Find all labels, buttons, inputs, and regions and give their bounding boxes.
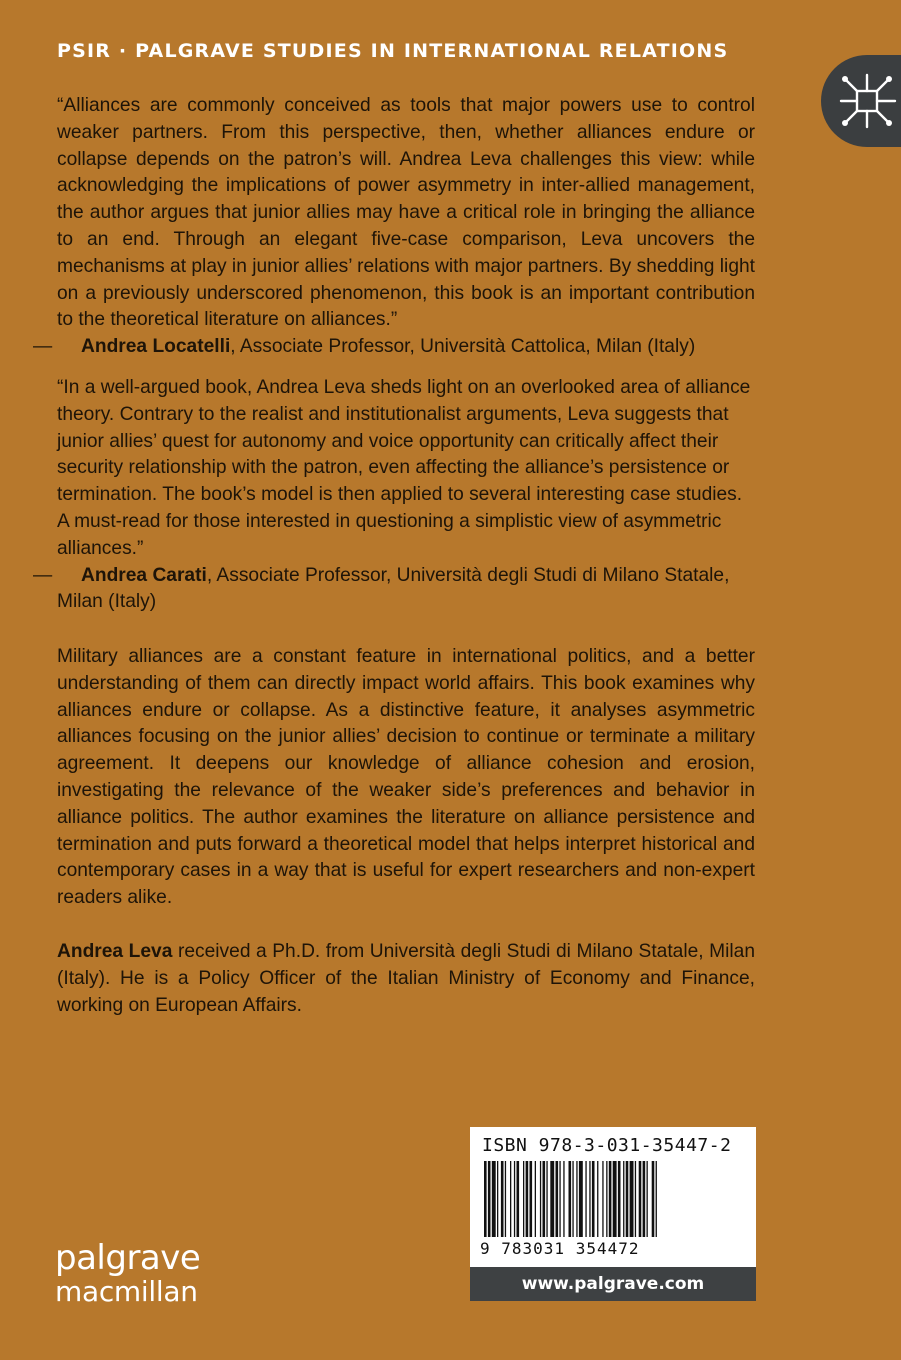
barcode-bar — [647, 1161, 648, 1237]
barcode-bar — [589, 1161, 590, 1237]
barcode-bar — [626, 1161, 629, 1237]
network-node-icon — [835, 69, 901, 133]
description-text: Military alliances are a constant feature in international politics, and a better understanding of them can directly impact world affairs. This book examines why alliances endure or collapse. As a distinctive feature, it analyses asymmetric alliances focusing on the junior allies’ decision to continue or terminate a military agreement. It deepens our knowledge of alliance cohesion and erosion, investigating the relevance of the weaker side’s preferences and behavior in alliance politics. The author examines the literature on alliance persistence and termination and puts forward a theoretical model that helps interpret historical and contemporary cases in a way that is useful for expert researchers and non-expert readers alike. — [57, 646, 755, 909]
barcode-bar — [639, 1161, 642, 1237]
barcode-bar — [535, 1161, 536, 1237]
barcode-bar — [514, 1161, 515, 1237]
barcode-bar — [501, 1161, 504, 1237]
barcode-bar — [523, 1161, 524, 1237]
publisher-logo-line1: palgrave — [55, 1238, 201, 1278]
barcode-bar — [613, 1161, 617, 1237]
barcode-bar — [492, 1161, 496, 1237]
barcode-bar — [609, 1161, 612, 1237]
quote-attribution — [33, 563, 755, 617]
author-bio — [57, 939, 755, 1019]
barcode-bar — [510, 1161, 511, 1237]
barcode-bar — [576, 1161, 577, 1237]
endorsement-quote-1 — [33, 93, 755, 361]
barcode-bar — [606, 1161, 607, 1237]
barcode-bar — [579, 1161, 583, 1237]
em-dash: — — [33, 564, 53, 586]
barcode-bar — [652, 1161, 655, 1237]
barcode-digits: 9 783031 354472 — [480, 1239, 640, 1258]
publisher-logo — [55, 1240, 200, 1308]
barcode-bar — [563, 1161, 564, 1237]
barcode-bar — [602, 1161, 603, 1237]
series-title: PSIR · PALGRAVE STUDIES IN INTERNATIONAL RELATIONS — [57, 40, 729, 62]
barcode-bar — [597, 1161, 598, 1237]
quote-text: “In a well-argued book, Andrea Leva sheds light on an overlooked area of alliance theory. Contrary to the realist and institutionalist arguments, Leva suggests that junior allies’ quest for autonomy and voice opportunity can critically affect their security relationship with the patron, even affecting the alliance’s persistence or termination. The book’s model is then applied to several interesting case studies. A must-read for those interested in questioning a simplistic view of asymmetric alliances.” — [57, 377, 751, 559]
barcode-bar — [530, 1161, 533, 1237]
series-logo-badge — [821, 55, 901, 147]
barcode-bar — [540, 1161, 541, 1237]
barcode-bar — [569, 1161, 572, 1237]
barcode-bar — [497, 1161, 498, 1237]
barcode-bar — [635, 1161, 636, 1237]
endorser-name: Andrea Carati — [81, 564, 207, 586]
quote-attribution — [33, 334, 755, 361]
barcode-bar — [505, 1161, 506, 1237]
barcode-bar — [550, 1161, 554, 1237]
author-name: Andrea Leva — [57, 941, 173, 962]
publisher-url: www.palgrave.com — [470, 1267, 756, 1301]
endorser-affiliation: , Associate Professor, Università Cattolica, Milan (Italy) — [230, 336, 696, 358]
barcode-bar — [585, 1161, 586, 1237]
bio-body: received a Ph.D. from Università degli Studi di Milano Statale, Milan (Italy). He is a Policy Officer of the Italian Ministry of Economy and Finance, working on European Affairs. — [57, 941, 756, 1016]
isbn-barcode-box — [470, 1127, 756, 1301]
barcode-bar — [556, 1161, 559, 1237]
endorser-affiliation-line2: Milan (Italy) — [57, 591, 157, 613]
barcode-bar — [543, 1161, 546, 1237]
endorser-name: Andrea Locatelli — [81, 336, 231, 358]
book-description — [57, 644, 755, 912]
endorsement-quote-2 — [33, 375, 755, 616]
barcode-bar — [484, 1161, 487, 1237]
bio-text — [57, 939, 755, 1019]
barcode-bar — [572, 1161, 573, 1237]
endorser-affiliation: , Associate Professor, Università degli Studi di Milano Statale, — [206, 564, 730, 586]
barcode-bar — [517, 1161, 520, 1237]
barcode-bar — [656, 1161, 657, 1237]
barcode-bar — [618, 1161, 621, 1237]
barcode-bar — [643, 1161, 646, 1237]
quote-text: “Alliances are commonly conceived as tools that major powers use to control weaker partners. From this perspective, then, whether alliances endure or collapse depends on the patron’s will. Andrea Leva challenges this view: while acknowledging the implications of power asymmetry in inter-allied management, the author argues that junior allies may have a critical role in bringing the alliance to an end. Through an elegant five-case comparison, Leva uncovers the mechanisms at play in junior allies’ relations with major partners. By shedding light on a previously underscored phenomenon, this book is an important contribution to the theoretical literature on alliances.” — [57, 95, 755, 331]
barcode-bar — [546, 1161, 547, 1237]
barcode-bar — [488, 1161, 491, 1237]
barcode-bar — [630, 1161, 634, 1237]
em-dash: — — [33, 336, 53, 358]
isbn-label: ISBN 978-3-031-35447-2 — [482, 1135, 732, 1156]
barcode-bar — [623, 1161, 624, 1237]
barcode-bar — [592, 1161, 595, 1237]
barcode-bar — [526, 1161, 529, 1237]
publisher-logo-line2: macmillan — [55, 1275, 198, 1308]
barcode-graphic — [484, 1161, 742, 1241]
barcode-bar — [559, 1161, 560, 1237]
